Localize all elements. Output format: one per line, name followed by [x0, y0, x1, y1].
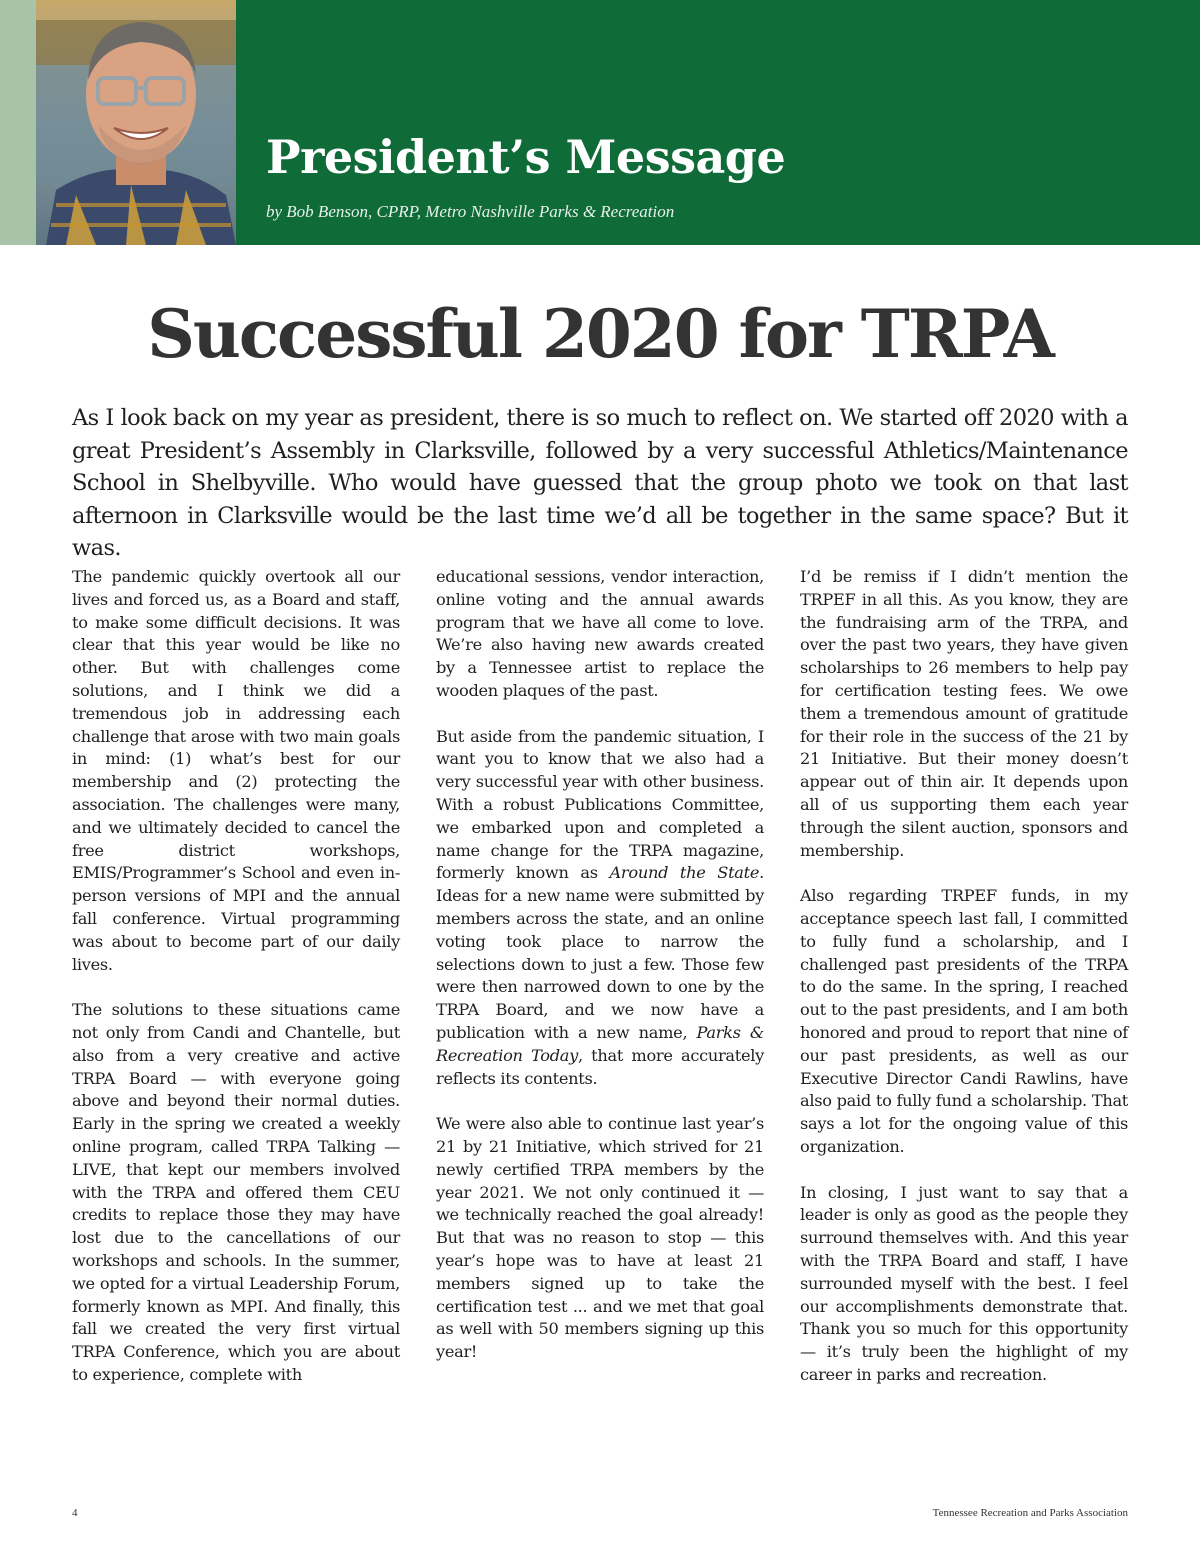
paragraph: In closing, I just want to say that a leader is only as good as the people they surround themselves with. And this year with the TRPA Board and staff, I have surrounded myself with the best. I feel our accomplishments demonstrate that. Thank you so much for this opportunity — it’s truly been the highlight of my career in parks and recreation. [800, 1182, 1128, 1384]
text-span: , that more accurately reflects its contents. [436, 1045, 764, 1088]
paragraph: The pandemic quickly overtook all our lives and forced us, as a Board and staff, to make some difficult decisions. It was clear that this year would be like no other. But with challenges come solutions, and I think we did a tremendous job in addressing each challenge that arose with two main goals in mind: (1) what’s best for our membership and (2) protecting the association. The challenges were many, and we ultimately decided to cancel the free district workshops, EMIS/Programmer’s School and even in-person versions of MPI and the annual fall conference. Virtual programming was about to become part of our daily lives. [72, 567, 400, 974]
column-1 [72, 566, 400, 1409]
column-3 [800, 566, 1128, 1409]
footer-organization: Tennessee Recreation and Parks Association [932, 1507, 1128, 1519]
article-body [72, 566, 1128, 1396]
text-span: . Ideas for a new name were submitted by members across the state, and an online voting took place to narrow the selections down to just a few. Those few were then narrowed down to one by the TRPA Board, and we now have a publication with a new name, [436, 863, 764, 1042]
column-2 [436, 566, 764, 1387]
author-byline: by Bob Benson, CPRP, Metro Nashville Parks & Recreation [266, 202, 675, 221]
italic-title: Around the State [609, 863, 760, 883]
paragraph: educational sessions, vendor interaction, online voting and the annual awards program that we have all come to love. We’re also having new awards created by a Tennessee artist to replace the wooden plaques of the past. [436, 567, 764, 700]
paragraph: Also regarding TRPEF funds, in my acceptance speech last fall, I committed to fully fund a scholarship, and I challenged past presidents of the TRPA to do the same. In the spring, I reached out to the past presidents, and I am both honored and proud to report that nine of our past presidents, as well as our Executive Director Candi Rawlins, have also paid to fully fund a scholarship. That says a lot for the ongoing value of this organization. [800, 886, 1128, 1156]
portrait-photo [36, 0, 236, 245]
italic-title: Parks & Recreation Today [436, 1022, 764, 1065]
article-headline: Successful 2020 for TRPA [147, 295, 1053, 373]
text-span: But aside from the pandemic situation, I want you to know that we also had a very successful year with other business. With a robust Publications Committee, we embarked upon and completed a name change for the TRPA magazine, formerly known as [436, 726, 764, 883]
intro-paragraph: As I look back on my year as president, there is so much to reflect on. We started off 2020 with a great President’s Assembly in Clarksville, followed by a very successful Athletics/Maintenance School in Shelbyville. Who would have guessed that the group photo we took on that last afternoon in Clarksville would be the last time we’d all be together in the same space? But it was. [72, 405, 1128, 561]
section-title: President’s Message [266, 130, 786, 184]
paragraph: The solutions to these situations came not only from Candi and Chantelle, but also from a very creative and active TRPA Board — with everyone going above and beyond their normal duties. Early in the spring we created a weekly online program, called TRPA Talking — LIVE, that kept our members involved with the TRPA and offered them CEU credits to replace those they may have lost due to the cancellations of our workshops and schools. In the summer, we opted for a virtual Leadership Forum, formerly known as MPI. And finally, this fall we created the very first virtual TRPA Conference, which you are about to experience, complete with [72, 1000, 400, 1384]
paragraph: We were also able to continue last year’s 21 by 21 Initiative, which strived for 21 newly certified TRPA members by the year 2021. We not only continued it — we technically reached the goal already! But that was no reason to stop — this year’s hope was to have at least 21 members signed up to take the certification test ... and we met that goal as well with 50 members signing up this year! [436, 1114, 764, 1362]
page-number: 4 [72, 1507, 78, 1519]
paragraph [436, 726, 764, 1091]
paragraph: I’d be remiss if I didn’t mention the TRPEF in all this. As you know, they are the fundraising arm of the TRPA, and over the past two years, they have given scholarships to 26 members to help pay for certification testing fees. We owe them a tremendous amount of gratitude for their role in the success of the 21 by 21 Initiative. But their money doesn’t appear out of thin air. It depends upon all of us supporting them each year through the silent auction, sponsors and membership. [800, 567, 1128, 860]
accent-strip [0, 0, 36, 245]
